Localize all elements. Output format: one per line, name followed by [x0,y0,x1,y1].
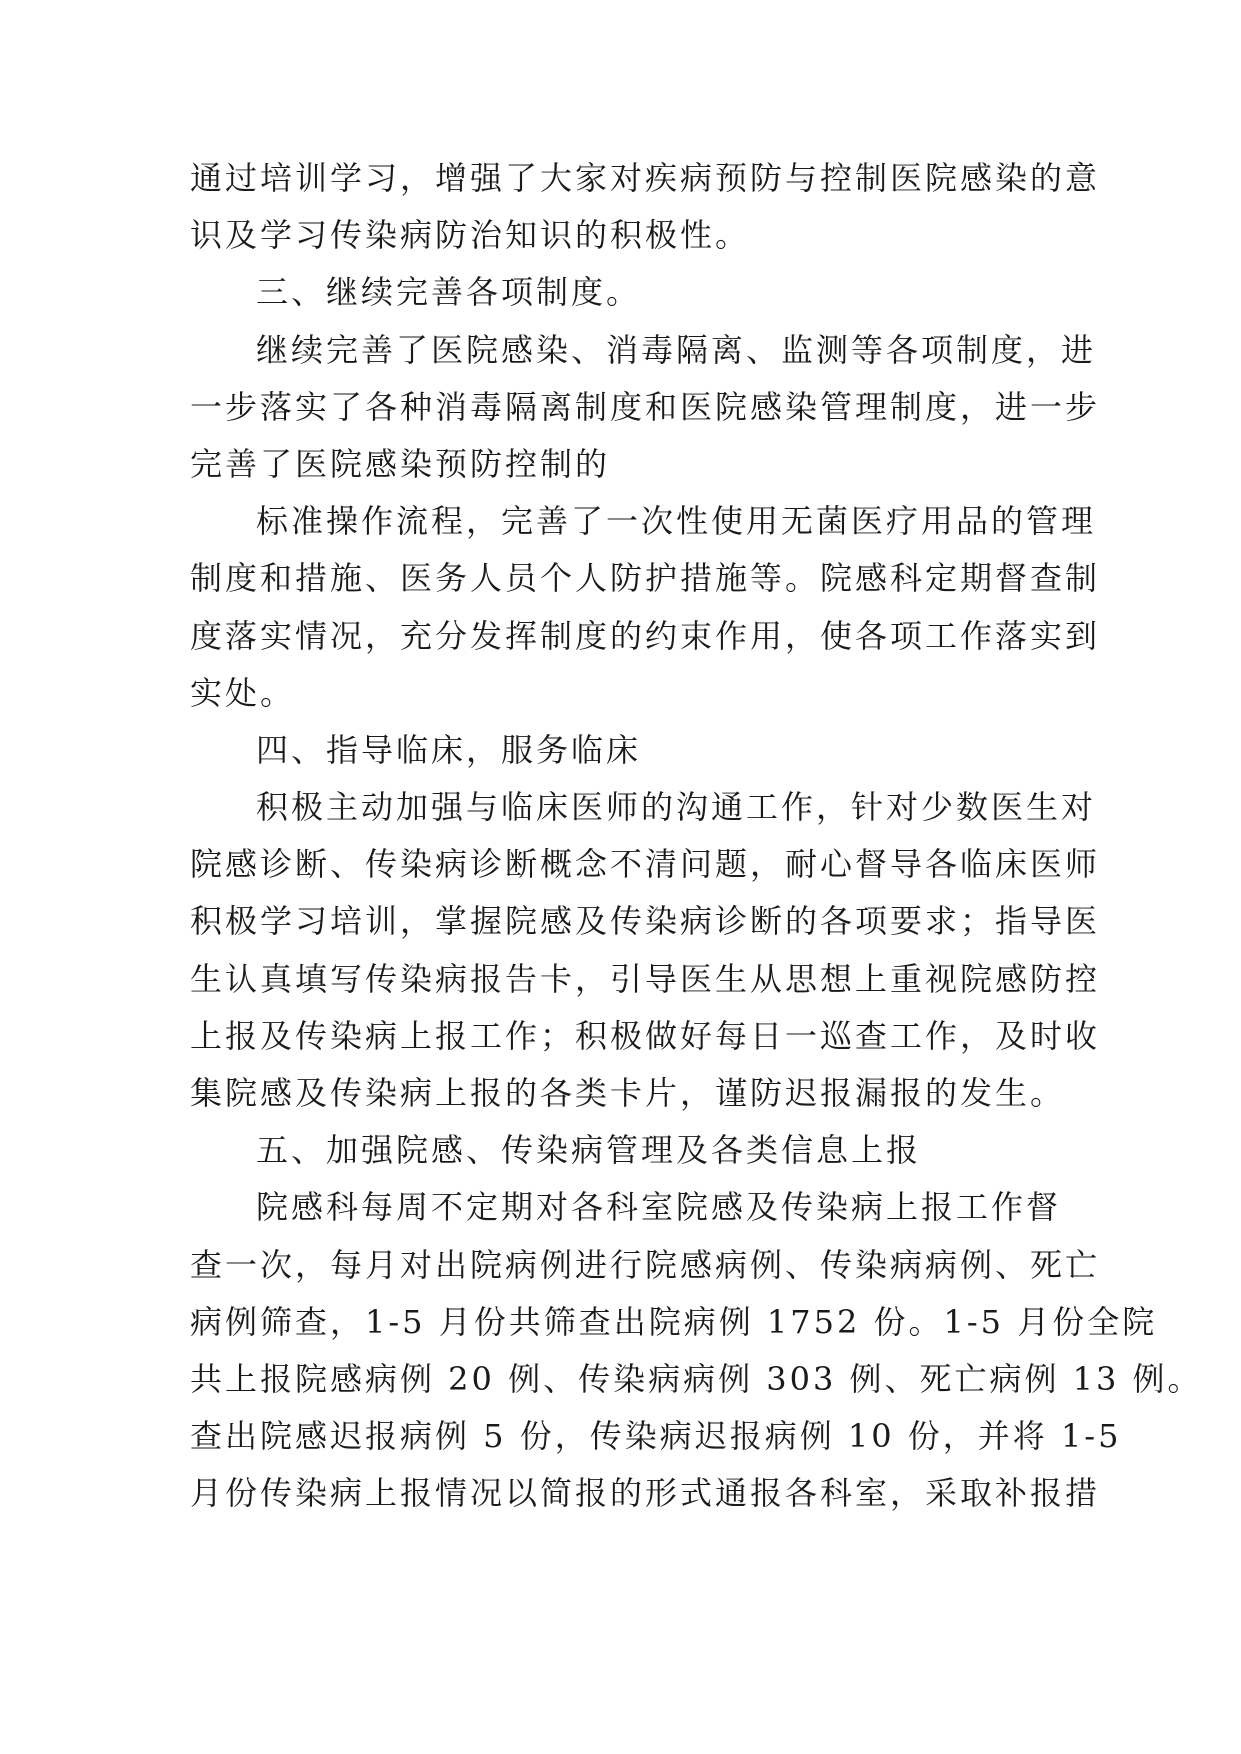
section-heading: 三、继续完善各项制度。 [256,273,642,312]
text-line: 制度和措施、医务人员个人防护措施等。院感科定期督查制 [190,559,1101,598]
text-line: 查一次，每月对出院病例进行院感病例、传染病病例、死亡 [190,1245,1101,1284]
section-heading: 五、加强院感、传染病管理及各类信息上报 [256,1131,922,1170]
text-line: 院感诊断、传染病诊断概念不清问题，耐心督导各临床医师 [190,845,1101,884]
text-line: 识及学习传染病防治知识的积极性。 [190,216,751,255]
text-line: 院感科每周不定期对各科室院感及传染病上报工作督 [256,1188,1062,1227]
text-line: 集院感及传染病上报的各类卡片，谨防迟报漏报的发生。 [190,1074,1066,1112]
text-line: 生认真填写传染病报告卡，引导医生从思想上重视院感防控 [190,959,1101,998]
text-line: 通过培训学习，增强了大家对疾病预防与控制医院感染的意 [190,159,1101,197]
text-line: 一步落实了各种消毒隔离制度和医院感染管理制度，进一步 [190,387,1101,426]
text-line: 查出院感迟报病例 5 份，传染病迟报病例 10 份，并将 1-5 [190,1417,1122,1456]
text-line: 实处。 [190,673,296,712]
text-line: 积极主动加强与临床医师的沟通工作，针对少数医生对 [256,788,1097,827]
text-line: 共上报院感病例 20 例、传染病病例 303 例、死亡病例 13 例。 [190,1359,1203,1398]
text-line: 病例筛查，1-5 月份共筛查出院病例 1752 份。1-5 月份全院 [190,1302,1158,1341]
text-line: 积极学习培训，掌握院感及传染病诊断的各项要求；指导医 [190,902,1101,941]
text-line: 标准操作流程，完善了一次性使用无菌医疗用品的管理 [256,502,1097,541]
text-line: 月份传染病上报情况以简报的形式通报各科室，采取补报措 [190,1474,1101,1513]
text-line: 完善了医院感染预防控制的 [190,444,611,483]
section-heading: 四、指导临床，服务临床 [256,730,642,769]
text-line: 上报及传染病上报工作；积极做好每日一巡查工作，及时收 [190,1016,1101,1055]
text-line: 继续完善了医院感染、消毒隔离、监测等各项制度，进 [256,330,1097,369]
document-body [190,150,1203,1523]
text-line: 度落实情况，充分发挥制度的约束作用，使各项工作落实到 [190,616,1101,655]
